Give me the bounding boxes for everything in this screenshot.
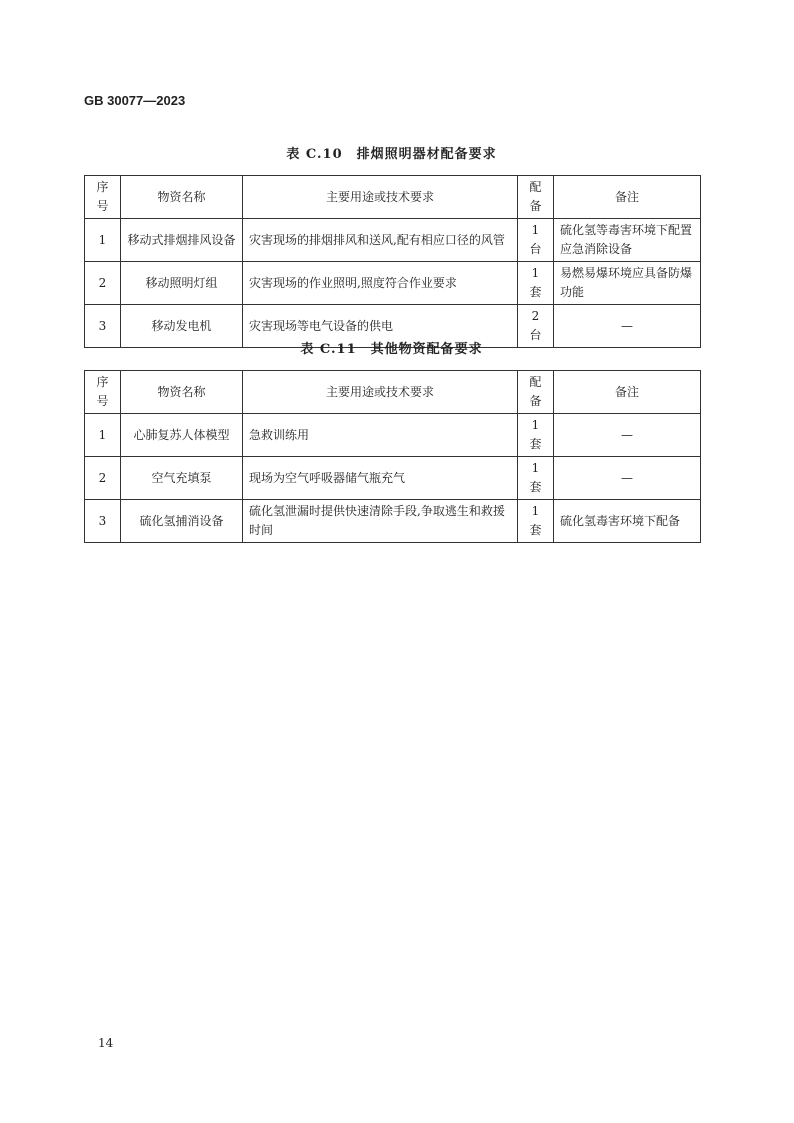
col-header: 配备 [518, 371, 554, 414]
col-header: 序号 [85, 371, 121, 414]
cell: 硫化氢等毒害环境下配置应急消除设备 [554, 219, 701, 262]
cell: 移动式排烟排风设备 [121, 219, 243, 262]
table-header-row [85, 176, 701, 219]
table-c10-caption: 表 C.10 排烟照明器材配备要求 [286, 147, 497, 162]
cell: 移动发电机 [121, 305, 243, 348]
cell: 2 台 [518, 305, 554, 348]
table-row [85, 500, 701, 543]
cell: 1 套 [518, 414, 554, 457]
table-c11 [84, 370, 701, 543]
table-row [85, 457, 701, 500]
table-row [85, 219, 701, 262]
cell: 1 台 [518, 219, 554, 262]
cell: 1 套 [518, 262, 554, 305]
col-header: 序号 [85, 176, 121, 219]
table-row [85, 262, 701, 305]
cell: 硫化氢毒害环境下配备 [554, 500, 701, 543]
cell: 3 [85, 305, 121, 348]
cell: 1 [85, 219, 121, 262]
cell: — [554, 305, 701, 348]
col-header: 物资名称 [121, 176, 243, 219]
page-number: 14 [98, 1036, 114, 1050]
standard-number: GB 30077—2023 [84, 93, 186, 108]
col-header: 物资名称 [121, 371, 243, 414]
cell: 1 套 [518, 457, 554, 500]
cell: 移动照明灯组 [121, 262, 243, 305]
col-header: 备注 [554, 371, 701, 414]
cell: 3 [85, 500, 121, 543]
cell: 1 [85, 414, 121, 457]
cell: 空气充填泵 [121, 457, 243, 500]
cell: — [554, 414, 701, 457]
cell: 硫化氢泄漏时提供快速清除手段,争取逃生和救援时间 [243, 500, 518, 543]
cell: 1 套 [518, 500, 554, 543]
table-c10 [84, 175, 701, 348]
table-c11-caption: 表 C.11 其他物资配备要求 [300, 342, 483, 357]
table-row [85, 414, 701, 457]
col-header: 主要用途或技术要求 [243, 371, 518, 414]
cell: 灾害现场的作业照明,照度符合作业要求 [243, 262, 518, 305]
cell: 易燃易爆环境应具备防爆功能 [554, 262, 701, 305]
cell: — [554, 457, 701, 500]
cell: 心肺复苏人体模型 [121, 414, 243, 457]
cell: 现场为空气呼吸器储气瓶充气 [243, 457, 518, 500]
cell: 2 [85, 457, 121, 500]
cell: 灾害现场等电气设备的供电 [243, 305, 518, 348]
cell: 硫化氢捕消设备 [121, 500, 243, 543]
table-header-row [85, 371, 701, 414]
col-header: 备注 [554, 176, 701, 219]
cell: 灾害现场的排烟排风和送风,配有相应口径的风管 [243, 219, 518, 262]
cell: 急救训练用 [243, 414, 518, 457]
col-header: 主要用途或技术要求 [243, 176, 518, 219]
cell: 2 [85, 262, 121, 305]
col-header: 配备 [518, 176, 554, 219]
